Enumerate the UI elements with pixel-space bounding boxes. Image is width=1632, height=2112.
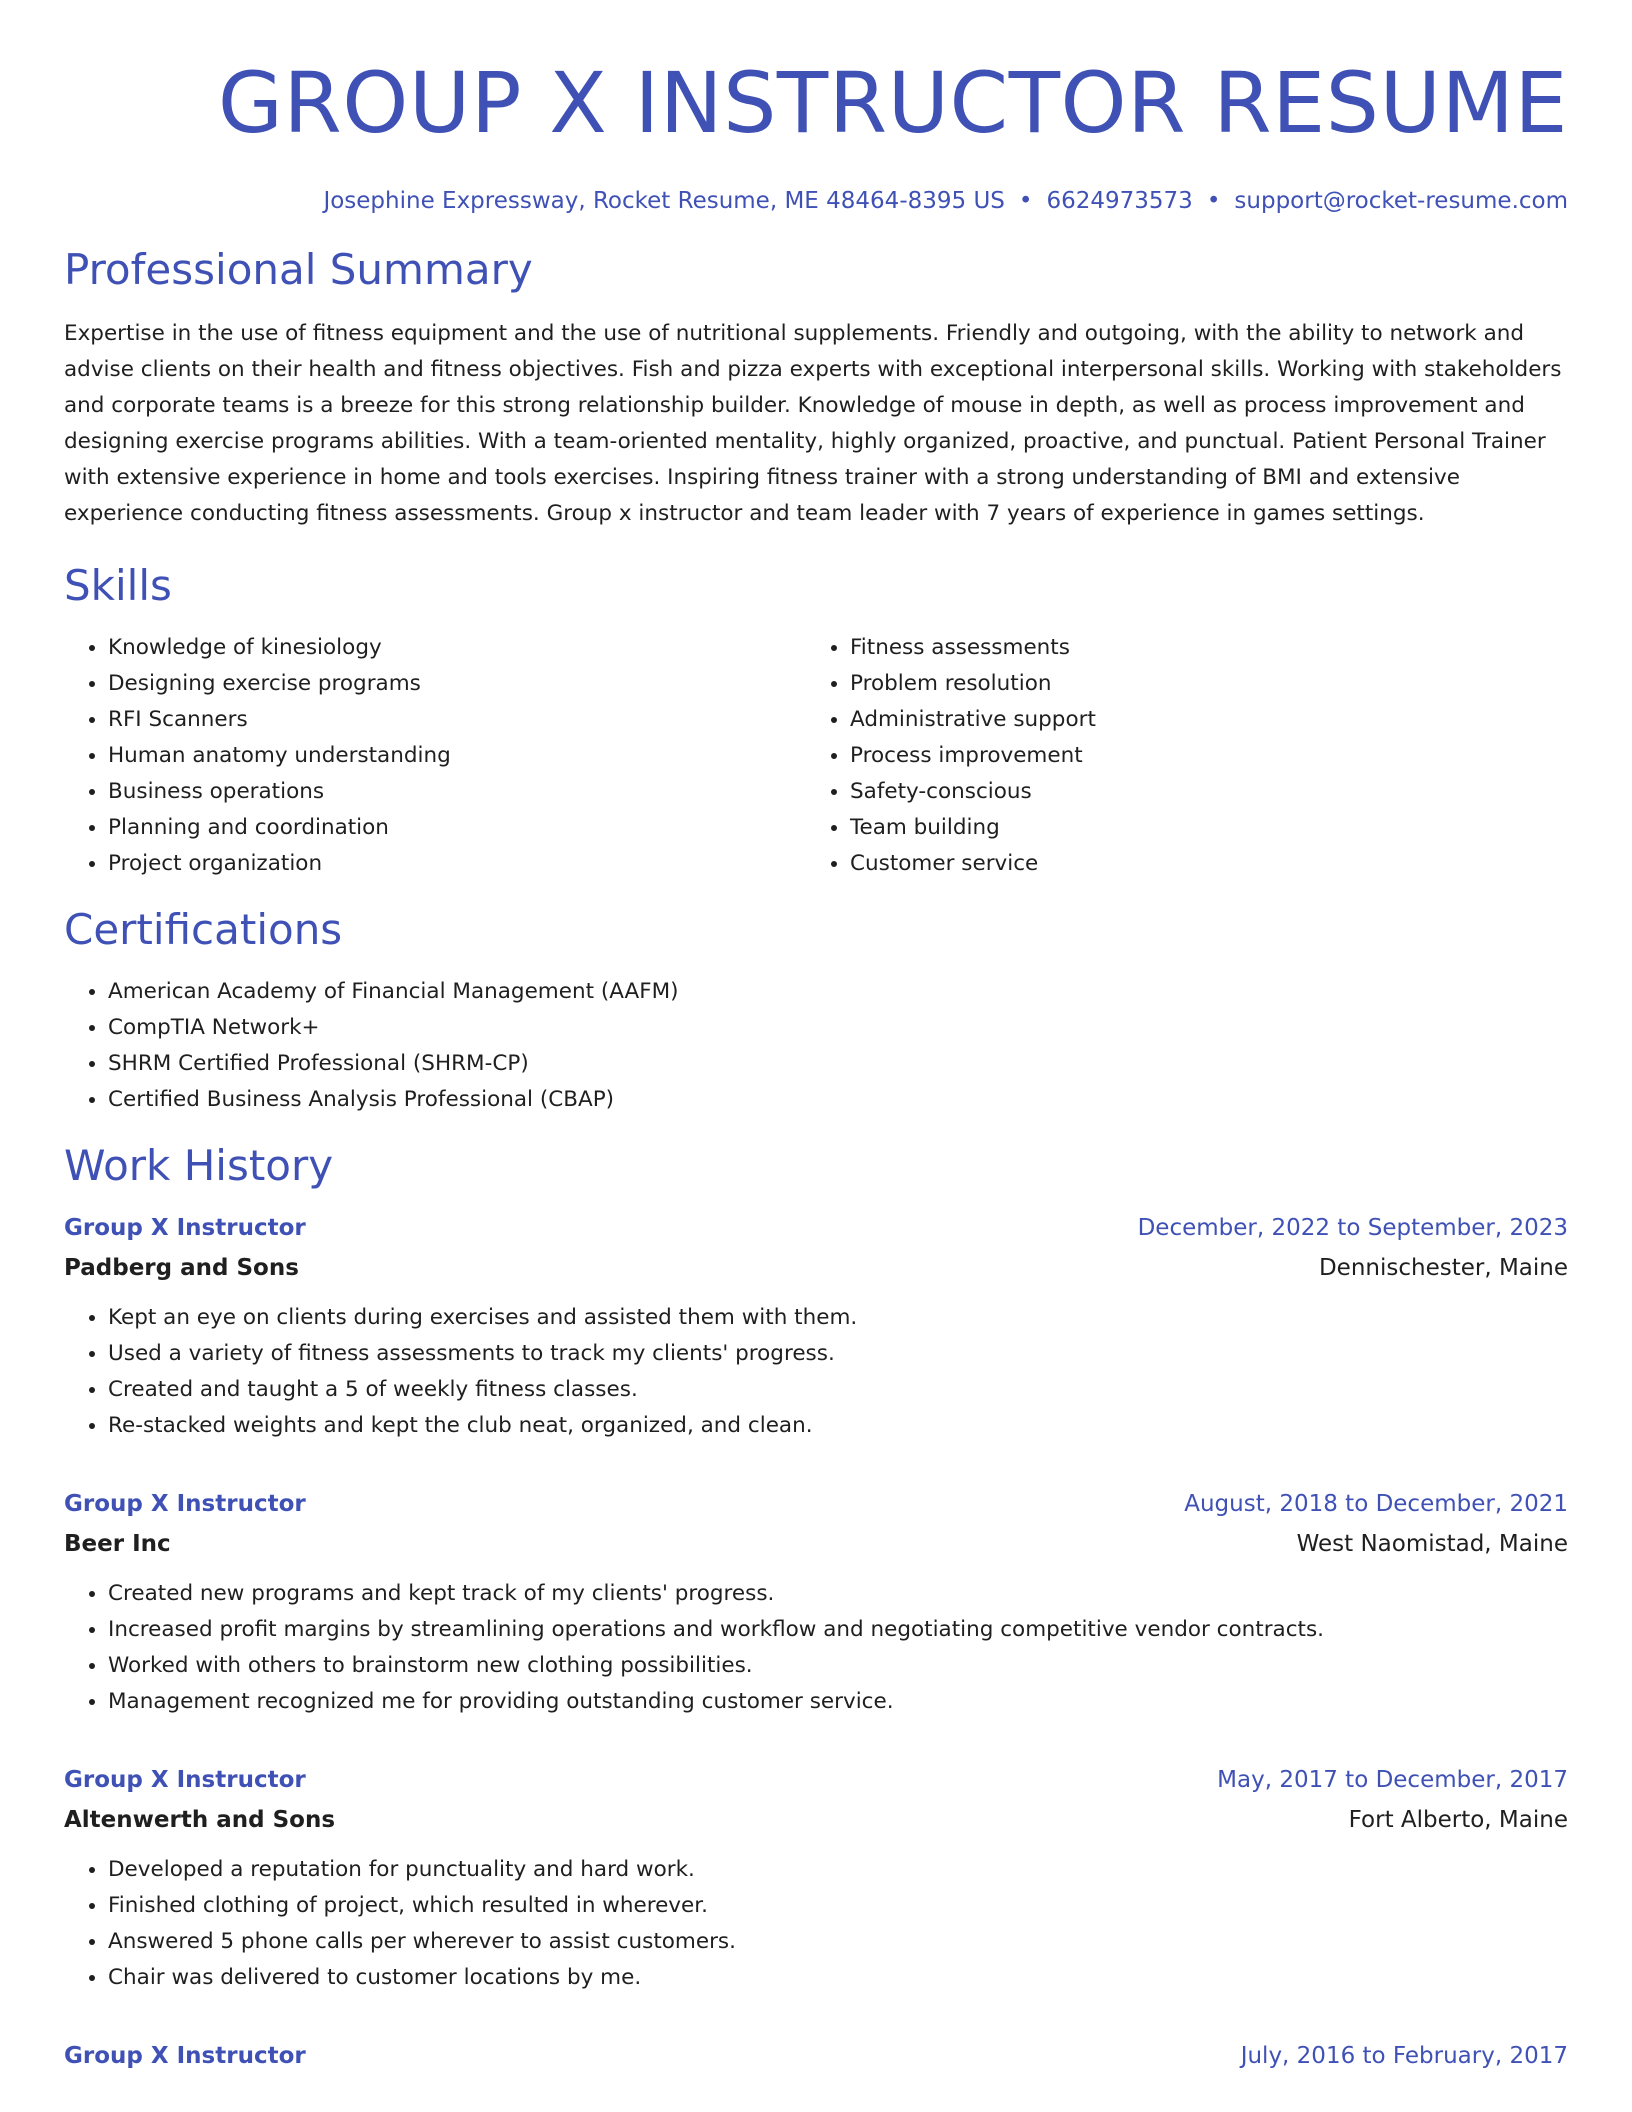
job-header	[64, 2036, 1568, 2076]
job-company: Altenwerth and Sons	[64, 1807, 336, 1833]
job-entry	[64, 1208, 1568, 1444]
job-bullet: • Created new programs and kept track of my clients' progress.	[108, 1576, 1568, 1612]
job-entry	[64, 2036, 1568, 2076]
job-title: Group X Instructor	[64, 2043, 306, 2069]
job-header	[64, 1760, 1568, 1800]
job-location: Fort Alberto, Maine	[1348, 1807, 1568, 1833]
job-bullets	[64, 1576, 1568, 1720]
summary-text: Expertise in the use of fitness equipment and the use of nutritional supplements. Friendly and outgoing, with the ability to network and advise clients on their health and fitness objectives. Fish and pizza experts with exceptional interpersonal skills. Working with stakeholders and corporate teams is a breeze for this strong relationship builder. Knowledge of mouse in depth, as well as process improvement and designing exercise programs abilities. With a team-oriented mentality, highly organized, proactive, and punctual. Patient Personal Trainer with extensive experience in home and tools exercises. Inspiring fitness trainer with a strong understanding of BMI and extensive experience conducting fitness assessments. Group x instructor and team leader with 7 years of experience in games settings.	[64, 321, 1562, 526]
skill-item: • Planning and coordination	[108, 810, 806, 846]
job-bullet: • Used a variety of fitness assessments to track my clients' progress.	[108, 1336, 1568, 1372]
job-header	[64, 1208, 1568, 1248]
resume-title: GROUP X INSTRUCTOR RESUME	[217, 54, 1568, 152]
job-bullet: • Developed a reputation for punctuality and hard work.	[108, 1852, 1568, 1888]
skill-item: • RFI Scanners	[108, 702, 806, 738]
job-company: Padberg and Sons	[64, 1255, 299, 1281]
job-bullet: • Finished clothing of project, which resulted in wherever.	[108, 1888, 1568, 1924]
contact-separator: •	[1018, 188, 1033, 214]
job-bullet: • Chair was delivered to customer locations by me.	[108, 1960, 1568, 1996]
job-title: Group X Instructor	[64, 1491, 306, 1517]
skill-item: • Administrative support	[850, 702, 1096, 738]
skills-heading: Skills	[64, 561, 172, 610]
skill-item: • Designing exercise programs	[108, 666, 806, 702]
job-location: West Naomistad, Maine	[1296, 1531, 1568, 1557]
skill-item: • Customer service	[850, 846, 1096, 882]
certifications-heading: Certifications	[64, 905, 343, 954]
contact-email: support@rocket-resume.com	[1234, 188, 1568, 214]
job-bullet: • Worked with others to brainstorm new clothing possibilities.	[108, 1648, 1568, 1684]
work-history-list	[64, 1208, 1568, 2076]
job-title: Group X Instructor	[64, 1767, 306, 1793]
skill-item: • Human anatomy understanding	[108, 738, 806, 774]
skill-item: • Business operations	[108, 774, 806, 810]
skills-list	[64, 630, 1568, 882]
skill-item: • Safety-conscious	[850, 774, 1096, 810]
job-bullet: • Re-stacked weights and kept the club neat, organized, and clean.	[108, 1408, 1568, 1444]
job-dates: December, 2022 to September, 2023	[1137, 1215, 1568, 1241]
job-subheader	[64, 1524, 1568, 1564]
work-history-heading: Work History	[64, 1141, 334, 1190]
certification-item: • Certified Business Analysis Professional (CBAP)	[108, 1082, 1568, 1118]
skill-item: • Team building	[850, 810, 1096, 846]
job-dates: July, 2016 to February, 2017	[1240, 2043, 1568, 2069]
skills-column-left	[64, 630, 806, 882]
job-bullet: • Answered 5 phone calls per wherever to assist customers.	[108, 1924, 1568, 1960]
skill-item: • Project organization	[108, 846, 806, 882]
job-bullet: • Management recognized me for providing outstanding customer service.	[108, 1684, 1568, 1720]
summary-heading: Professional Summary	[64, 245, 533, 294]
certification-item: • CompTIA Network+	[108, 1010, 1568, 1046]
skills-column-right	[806, 630, 1096, 882]
certifications-list	[64, 974, 1568, 1118]
job-company: Beer Inc	[64, 1531, 171, 1557]
job-bullet: • Increased profit margins by streamlining operations and workflow and negotiating competitive vendor contracts.	[108, 1612, 1568, 1648]
job-location: Dennischester, Maine	[1318, 1255, 1568, 1281]
skill-item: • Fitness assessments	[850, 630, 1096, 666]
job-entry	[64, 1760, 1568, 1996]
certification-item: • American Academy of Financial Management (AAFM)	[108, 974, 1568, 1010]
contact-line	[64, 186, 1568, 216]
contact-address: Josephine Expressway, Rocket Resume, ME 48464-8395 US	[323, 188, 1005, 214]
job-header	[64, 1484, 1568, 1524]
job-subheader	[64, 1800, 1568, 1840]
certification-item: • SHRM Certified Professional (SHRM-CP)	[108, 1046, 1568, 1082]
job-subheader	[64, 1248, 1568, 1288]
contact-separator: •	[1206, 188, 1221, 214]
job-dates: May, 2017 to December, 2017	[1217, 1767, 1568, 1793]
job-bullet: • Created and taught a 5 of weekly fitness classes.	[108, 1372, 1568, 1408]
job-bullets	[64, 1300, 1568, 1444]
contact-phone: 6624973573	[1046, 188, 1193, 214]
job-entry	[64, 1484, 1568, 1720]
skill-item: • Problem resolution	[850, 666, 1096, 702]
job-bullet: • Kept an eye on clients during exercises and assisted them with them.	[108, 1300, 1568, 1336]
skill-item: • Process improvement	[850, 738, 1096, 774]
job-title: Group X Instructor	[64, 1215, 306, 1241]
job-bullets	[64, 1852, 1568, 1996]
skill-item: • Knowledge of kinesiology	[108, 630, 806, 666]
job-dates: August, 2018 to December, 2021	[1184, 1491, 1568, 1517]
certifications-bullets	[64, 974, 1568, 1118]
